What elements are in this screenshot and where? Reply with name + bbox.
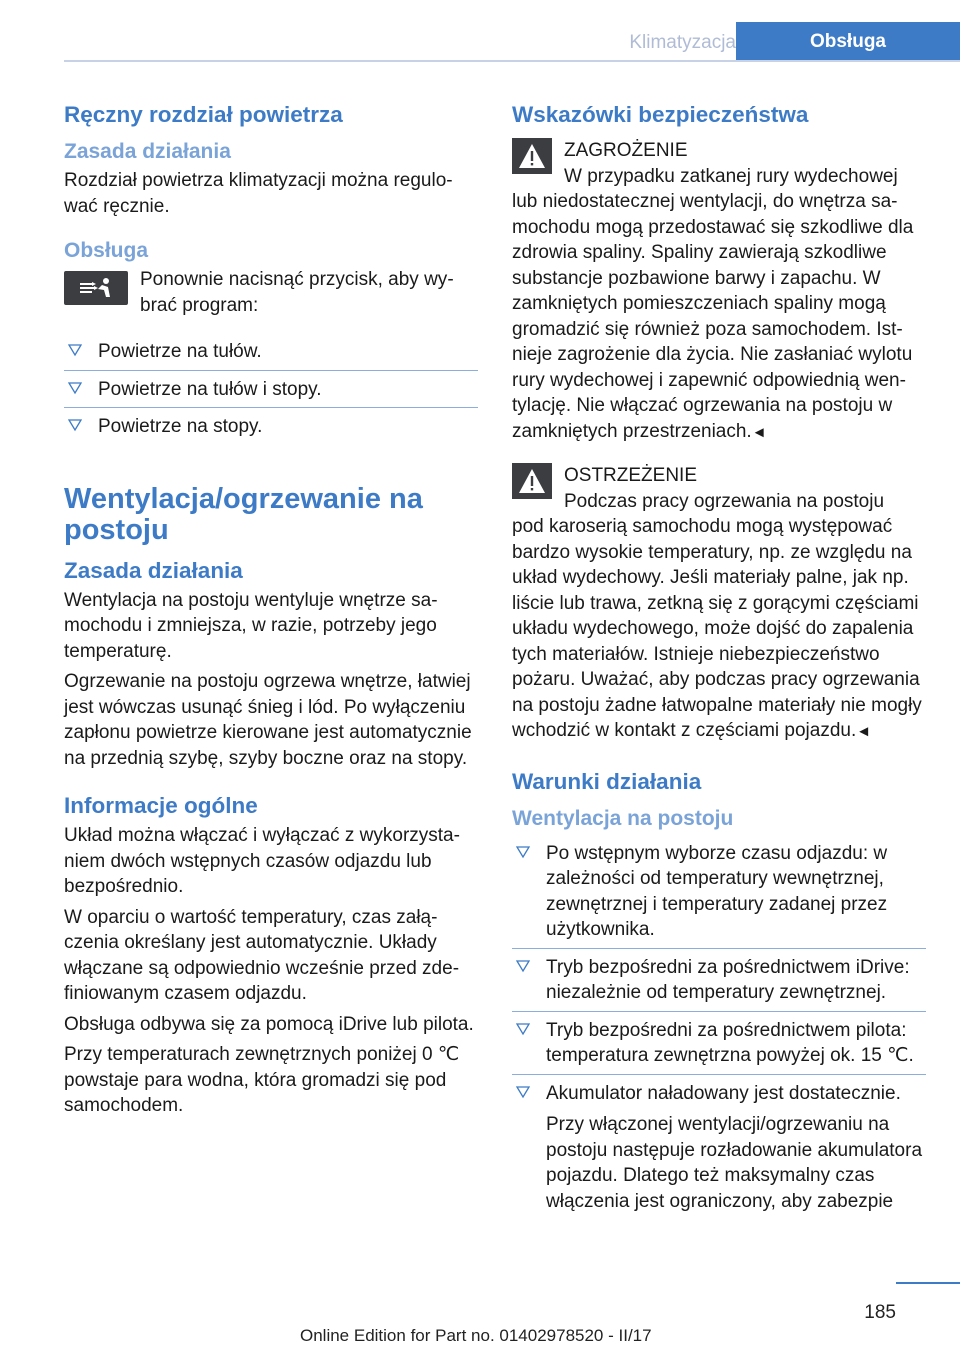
header-rule	[64, 60, 960, 62]
list-item: Powietrze na tułów.	[64, 333, 478, 371]
list-item: Powietrze na stopy.	[64, 408, 478, 446]
footer-rule	[896, 1282, 960, 1284]
list-item-subtext: Przy włączonej wentylacji/ogrzewaniu na postoju następuje rozładowanie akumulatora pojazdu. Dlatego też maksymalny czas włączenia jest ograniczony, aby zabezpie	[546, 1114, 923, 1212]
triangle-bullet-icon	[516, 845, 530, 859]
warning-text: pod karoserią samochodu mogą występować bardzo wysokie temperatury, np. ze względu na układ wydechowy. Jeśli materiały palne, jak np. liście lub trawa, zetkną się z gorącymi częściami układu wydechowego, może dojść do zapalenia tych materiałów. Istnieje niebezpieczeństwo pożaru. Uważać, aby podczas pracy ogrzewania na postoju żadne łatwopalne materiały nie mogły wchodzić w kontakt z częściami pojazdu.◄	[512, 516, 922, 741]
triangle-bullet-icon	[68, 343, 82, 357]
triangle-bullet-icon	[68, 418, 82, 432]
list-item: Akumulator naładowany jest dostatecznie. Przy włączonej wentylacji/ogrzewaniu na postoju następuje rozładowanie akumulatora pojazdu. Dlatego też maksymalny czas włączenia jest ograniczony, aby zabezpie	[512, 1075, 926, 1221]
danger-title: ZAGROŻENIE	[564, 140, 688, 161]
triangle-bullet-icon	[516, 959, 530, 973]
edition-line: Online Edition for Part no. 01402978520 - II/17	[300, 1326, 652, 1345]
danger-text: lub niedostatecznej wentylacji, do wnętrza samochodu mogą przedostawać się szkodliwe dla zdrowia spaliny. Spaliny zawierają szkodliwe substancje pozbawione barwy i zapachu. W zamkniętych pomieszczeniach spaliny mogą gromadzić się również poza samochodem. Istnieje zagrożenie dla życia. Nie zasłaniać wylotu rury wydechowej i zapewnić odpowiednią wentylację. Nie włączać ogrzewania na postoju w zamkniętych przestrzeniach.◄	[512, 191, 914, 442]
danger-text-first-line: W przypadku zatkanej rury wydechowej	[564, 165, 898, 187]
warning-text-first-line: Podczas pracy ogrzewania na postoju	[564, 490, 885, 512]
principle-heading: Zasada działania	[64, 140, 231, 163]
page-number: 185	[864, 1302, 896, 1323]
safety-heading: Wskazówki bezpieczeństwa	[512, 102, 809, 127]
page-footer	[0, 1282, 960, 1362]
program-list	[64, 333, 478, 446]
vent-principle-heading: Zasada działania	[64, 557, 243, 583]
general-paragraph-3: Obsługa odbywa się za pomocą iDrive lub pilota.	[64, 1013, 474, 1035]
parking-ventilation-heading: Wentylacja/ogrzewanie na postoju	[64, 482, 423, 546]
warning-triangle-icon	[512, 138, 552, 174]
right-column	[512, 100, 926, 1220]
end-mark: ◄	[856, 723, 872, 740]
triangle-bullet-icon	[516, 1085, 530, 1099]
principle-paragraph: Rozdział powietrza klimatyzacji można regulować ręcznie.	[64, 170, 453, 217]
triangle-bullet-icon	[516, 1022, 530, 1036]
operation-text: Ponownie nacisnąć przycisk, aby wybrać program:	[140, 269, 454, 316]
warning-notice	[512, 463, 926, 745]
conditions-heading: Warunki działania	[512, 768, 702, 794]
general-info-heading: Informacje ogólne	[64, 793, 258, 818]
vent-paragraph-1: Wentylacja na postoju wentyluje wnętrze samochodu i zmniejsza, w razie, potrzeby jego temperaturę.	[64, 589, 438, 662]
operation-heading: Obsługa	[64, 239, 149, 262]
danger-notice	[512, 138, 926, 445]
section-title: Klimatyzacja	[629, 32, 736, 53]
general-paragraph-4: Przy temperaturach zewnętrznych poniżej 0 ℃ powstaje para wodna, która gromadzi się pod samochodem.	[64, 1044, 460, 1116]
general-paragraph-2: W oparciu o wartość temperatury, czas załączenia określany jest automatycznie. Układy włączane są odpowiednio wcześnie przed zdefiniowanym czasem odjazdu.	[64, 906, 460, 1004]
left-column	[64, 100, 478, 1124]
end-mark: ◄	[751, 423, 767, 441]
general-paragraph-1: Układ można włączać i wyłączać z wykorzystaniem dwóch wstępnych czasów odjazdu lub bezpośrednio.	[64, 825, 460, 897]
parking-vent-subheading: Wentylacja na postoju	[512, 806, 734, 830]
page-header	[64, 22, 960, 62]
manual-distribution-heading: Ręczny rozdział powietrza	[64, 102, 343, 127]
air-distribution-button-icon	[64, 271, 128, 305]
triangle-bullet-icon	[68, 381, 82, 395]
warning-title: OSTRZEŻENIE	[564, 465, 698, 486]
list-item: Powietrze na tułów i stopy.	[64, 371, 478, 409]
active-tab: Obsługa	[736, 22, 960, 62]
list-item: Tryb bezpośredni za pośrednictwem pilota: temperatura zewnętrzna powyżej ok. 15 ℃.	[512, 1012, 926, 1075]
operation-block	[64, 267, 478, 325]
conditions-list	[512, 835, 926, 1221]
list-item: Po wstępnym wyborze czasu odjazdu: w zależności od temperatury wewnętrznej, zewnętrznej i temperatury zadanej przez użytkownika.	[512, 835, 926, 949]
warning-triangle-icon	[512, 463, 552, 499]
list-item: Tryb bezpośredni za pośrednictwem iDrive: niezależnie od temperatury zewnętrznej.	[512, 949, 926, 1012]
vent-paragraph-2: Ogrzewanie na postoju ogrzewa wnętrze, łatwiej jest wówczas usunąć śnieg i lód. Po wyłączeniu zapłonu powietrze kierowane jest automatycznie na przednią szybę, szyby boczne oraz na stopy.	[64, 671, 472, 769]
